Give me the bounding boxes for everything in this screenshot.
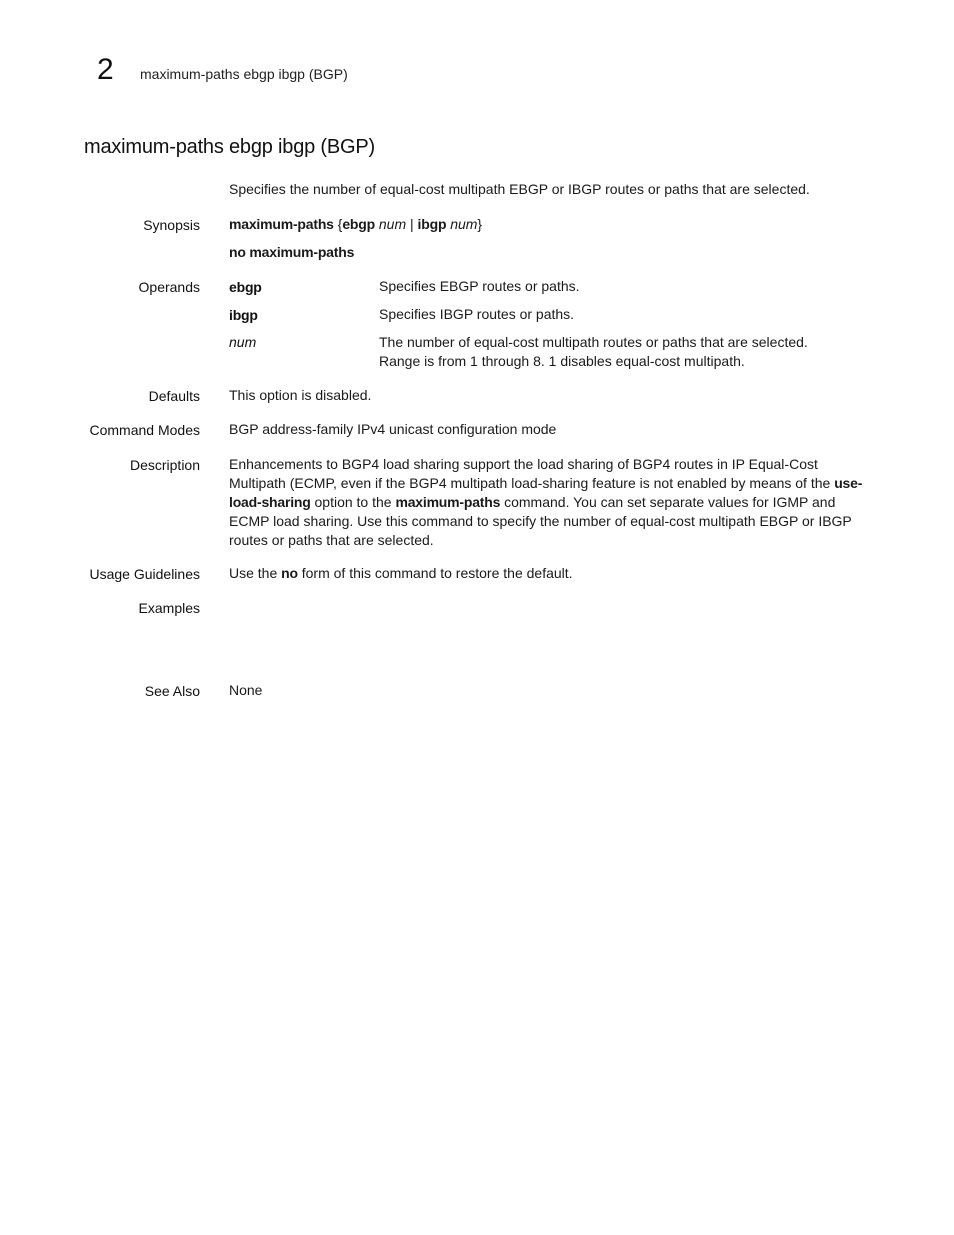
label-examples: Examples [138, 600, 200, 616]
label-synopsis: Synopsis [143, 217, 200, 233]
usage-part-2: form of this command to restore the default. [297, 565, 573, 581]
operand-term-ebgp: ebgp [229, 279, 262, 295]
description-text [229, 455, 871, 550]
defaults-text: This option is disabled. [229, 387, 372, 403]
synopsis-ebgp: ebgp [342, 216, 375, 232]
synopsis-no-form: no maximum-paths [229, 244, 355, 260]
description-keyword-maximum-paths: maximum-paths [395, 494, 501, 510]
synopsis-num-2: num [450, 216, 478, 232]
operand-def-num: The number of equal-cost multipath routes or paths that are selected. Range is from 1 through 8. 1 disables equal-cost multipath. [379, 334, 808, 369]
operand-term-num: num [229, 334, 257, 350]
label-defaults: Defaults [148, 388, 200, 404]
summary-text: Specifies the number of equal-cost multipath EBGP or IBGP routes or paths that are selected. [229, 181, 810, 197]
synopsis-ibgp: ibgp [417, 216, 447, 232]
label-command-modes: Command Modes [89, 422, 200, 438]
running-header: maximum-paths ebgp ibgp (BGP) [140, 66, 348, 82]
label-see-also: See Also [144, 683, 200, 699]
synopsis-line [229, 215, 482, 234]
synopsis-num-1: num [378, 216, 407, 232]
chapter-number: 2 [97, 53, 114, 86]
operand-def-ebgp: Specifies EBGP routes or paths. [379, 278, 580, 294]
synopsis-brace-open: { [333, 216, 343, 232]
synopsis-pipe: | [406, 216, 418, 232]
synopsis-brace-close: } [477, 216, 483, 232]
usage-text [229, 564, 573, 583]
description-part-1: Enhancements to BGP4 load sharing support the load sharing of BGP4 routes in IP Equal-Cost Multipath (ECMP, even if the BGP4 multipath load-sharing feature is not enabled by means of the [229, 456, 835, 491]
description-keyword-use-load-sharing: use-load-sharing [229, 475, 863, 510]
usage-part-1: Use the [229, 565, 282, 581]
synopsis-command: maximum-paths [229, 216, 334, 232]
description-part-2: option to the [310, 494, 396, 510]
command-modes-text: BGP address-family IPv4 unicast configuration mode [229, 421, 557, 437]
operand-term-ibgp: ibgp [229, 307, 258, 323]
operand-def-ibgp: Specifies IBGP routes or paths. [379, 306, 575, 322]
label-usage-guidelines: Usage Guidelines [89, 566, 200, 582]
label-description: Description [129, 457, 200, 473]
see-also-text: None [229, 682, 263, 698]
description-part-3: command. You can set separate values for IGMP and ECMP load sharing. Use this command to specify the number of equal-cost multipath EBGP or IBGP routes or paths that are selected. [229, 494, 852, 548]
page-title: maximum-paths ebgp ibgp (BGP) [84, 136, 375, 158]
usage-keyword-no: no [281, 565, 298, 581]
label-operands: Operands [138, 279, 200, 295]
